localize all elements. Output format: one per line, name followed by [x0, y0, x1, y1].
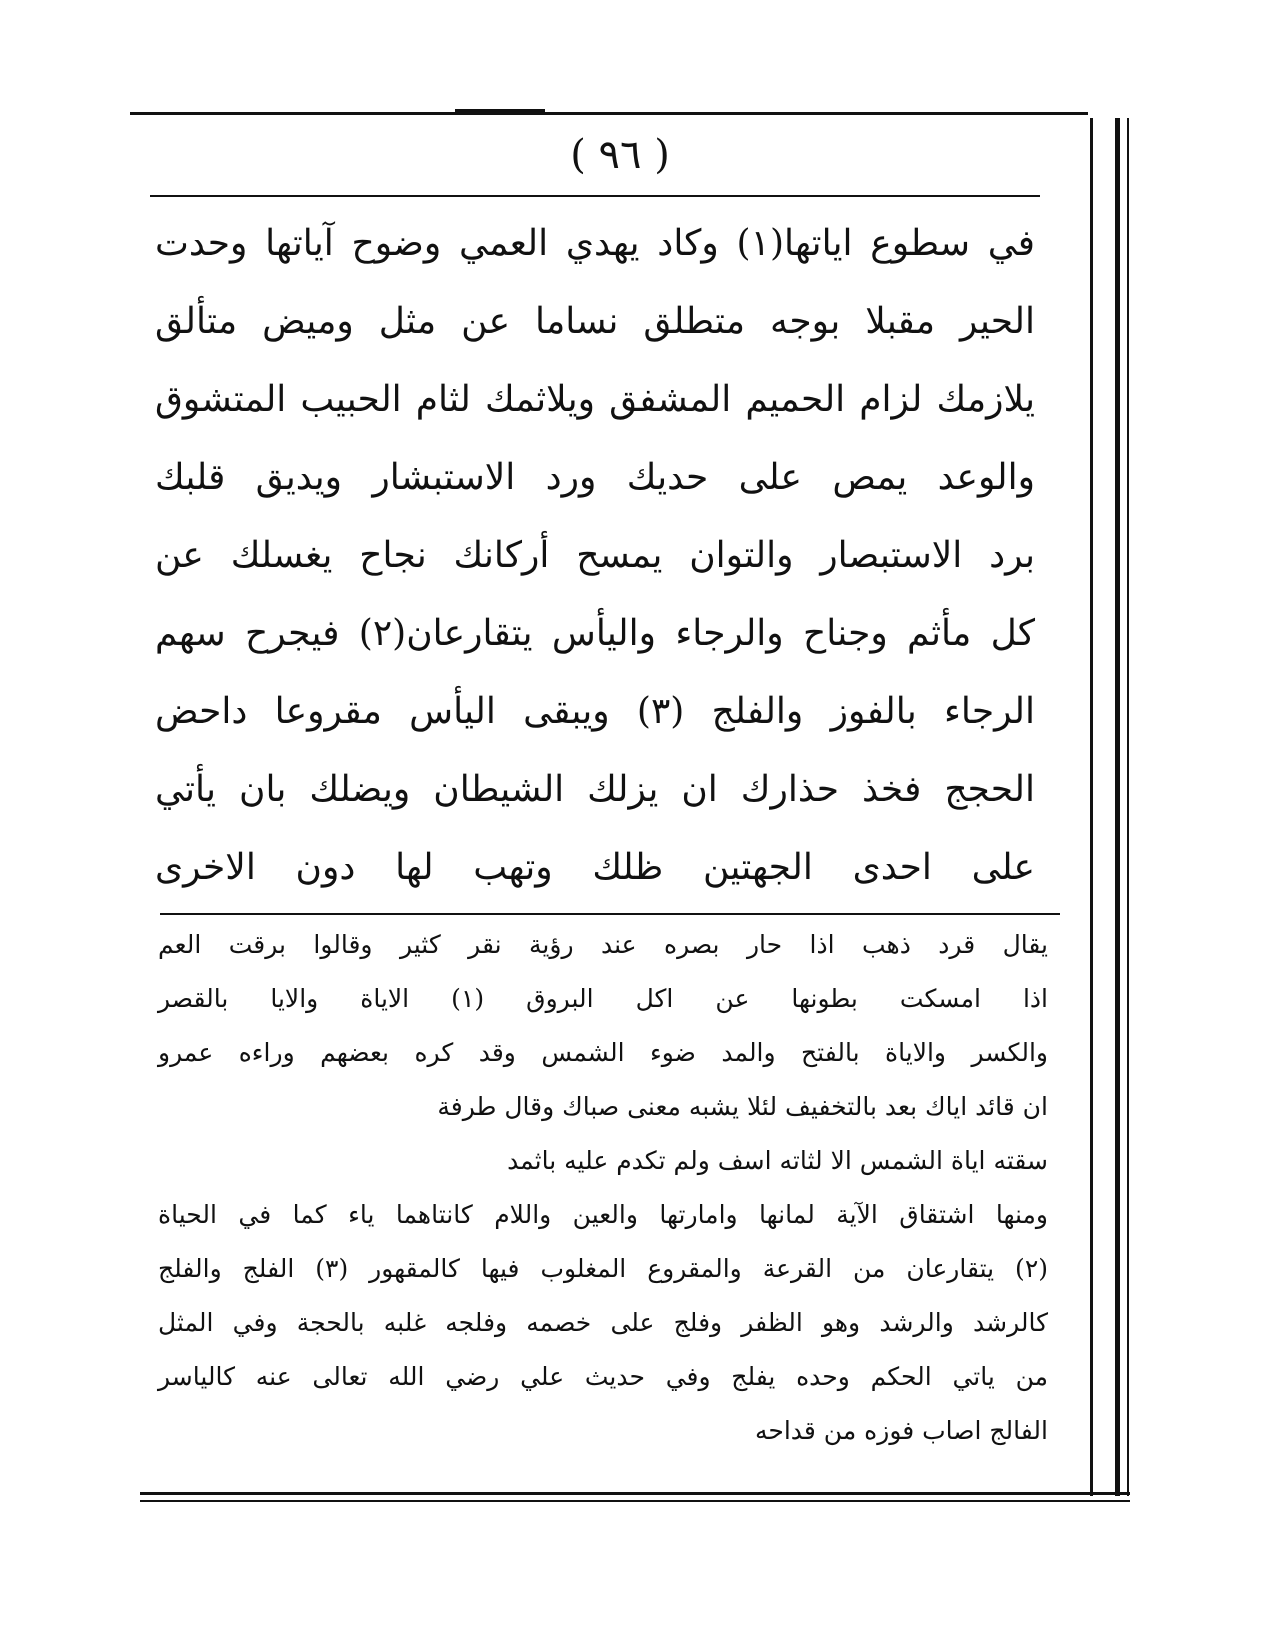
- main-text-line: على احدى الجهتين ظلك وتهب لها دون الاخرى: [155, 847, 1035, 888]
- right-border-rule-outer: [1127, 118, 1129, 1496]
- main-text-block: [155, 205, 1035, 907]
- footnote-line: من ياتي الحكم وحده يفلج وفي حديث علي رضي الله تعالى عنه كالياسر: [158, 1362, 1048, 1391]
- bottom-border-rule: [140, 1492, 1130, 1495]
- footnotes-block: [158, 918, 1048, 1458]
- main-text-line: في سطوع اياتها(١) وكاد يهدي العمي وضوح آياتها وحدت: [155, 223, 1036, 264]
- right-border-rule: [1090, 118, 1093, 1496]
- main-text-line: كل مأثم وجناح والرجاء واليأس يتقارعان(٢) فيجرح سهم: [155, 613, 1035, 654]
- footnote-line: (٢) يتقارعان من القرعة والمقروع المغلوب فيها كالمقهور (٣) الفلج والفلج: [158, 1254, 1049, 1283]
- footnote-line: ومنها اشتقاق الآية لمانها وامارتها والعين واللام كانتاهما ياء كما في الحياة: [158, 1200, 1048, 1229]
- bottom-border-rule-double: [140, 1500, 1130, 1502]
- top-border-rule: [130, 112, 1088, 115]
- main-text-line: يلازمك لزام الحميم المشفق ويلاثمك لثام الحبيب المتشوق: [155, 379, 1035, 420]
- right-border-rule-thick: [1115, 118, 1120, 1496]
- page-number: ( ٩٦ ): [570, 132, 670, 178]
- main-text-line: الحجج فخذ حذارك ان يزلك الشيطان ويضلك بان يأتي: [155, 769, 1035, 810]
- footnote-separator: [160, 913, 1060, 915]
- main-text-line: الرجاء بالفوز والفلج (٣) ويبقى اليأس مقروعا داحض: [155, 691, 1035, 732]
- main-text-line: برد الاستبصار والتوان يمسح أركانك نجاح يغسلك عن: [155, 535, 1035, 576]
- footnote-line: يقال قرد ذهب اذا حار بصره عند رؤية نقر كثير وقالوا برقت العم: [158, 930, 1048, 959]
- header-rule: [150, 195, 1040, 197]
- main-text-line: والوعد يمص على حديك ورد الاستبشار ويديق قلبك: [155, 457, 1035, 498]
- footnote-line: اذا امسكت بطونها عن اكل البروق (١) الاياة والايا بالقصر: [158, 984, 1048, 1013]
- top-border-ornament: [455, 109, 545, 114]
- footnote-line: الفالج اصاب فوزه من قداحه: [754, 1416, 1048, 1445]
- footnote-line: سقته اياة الشمس الا لثاته اسف ولم تكدم عليه باثمد: [507, 1146, 1048, 1175]
- footnote-line: والكسر والاياة بالفتح والمد ضوء الشمس وقد كره بعضهم وراءه عمرو: [158, 1038, 1048, 1067]
- main-text-line: الحير مقبلا بوجه متطلق نساما عن مثل وميض متألق: [155, 301, 1035, 342]
- footnote-line: ان قائد اياك بعد بالتخفيف لئلا يشبه معنى صباك وقال طرفة: [437, 1092, 1048, 1121]
- footnote-line: كالرشد والرشد وهو الظفر وفلج على خصمه وفلجه غلبه بالحجة وفي المثل: [158, 1308, 1048, 1337]
